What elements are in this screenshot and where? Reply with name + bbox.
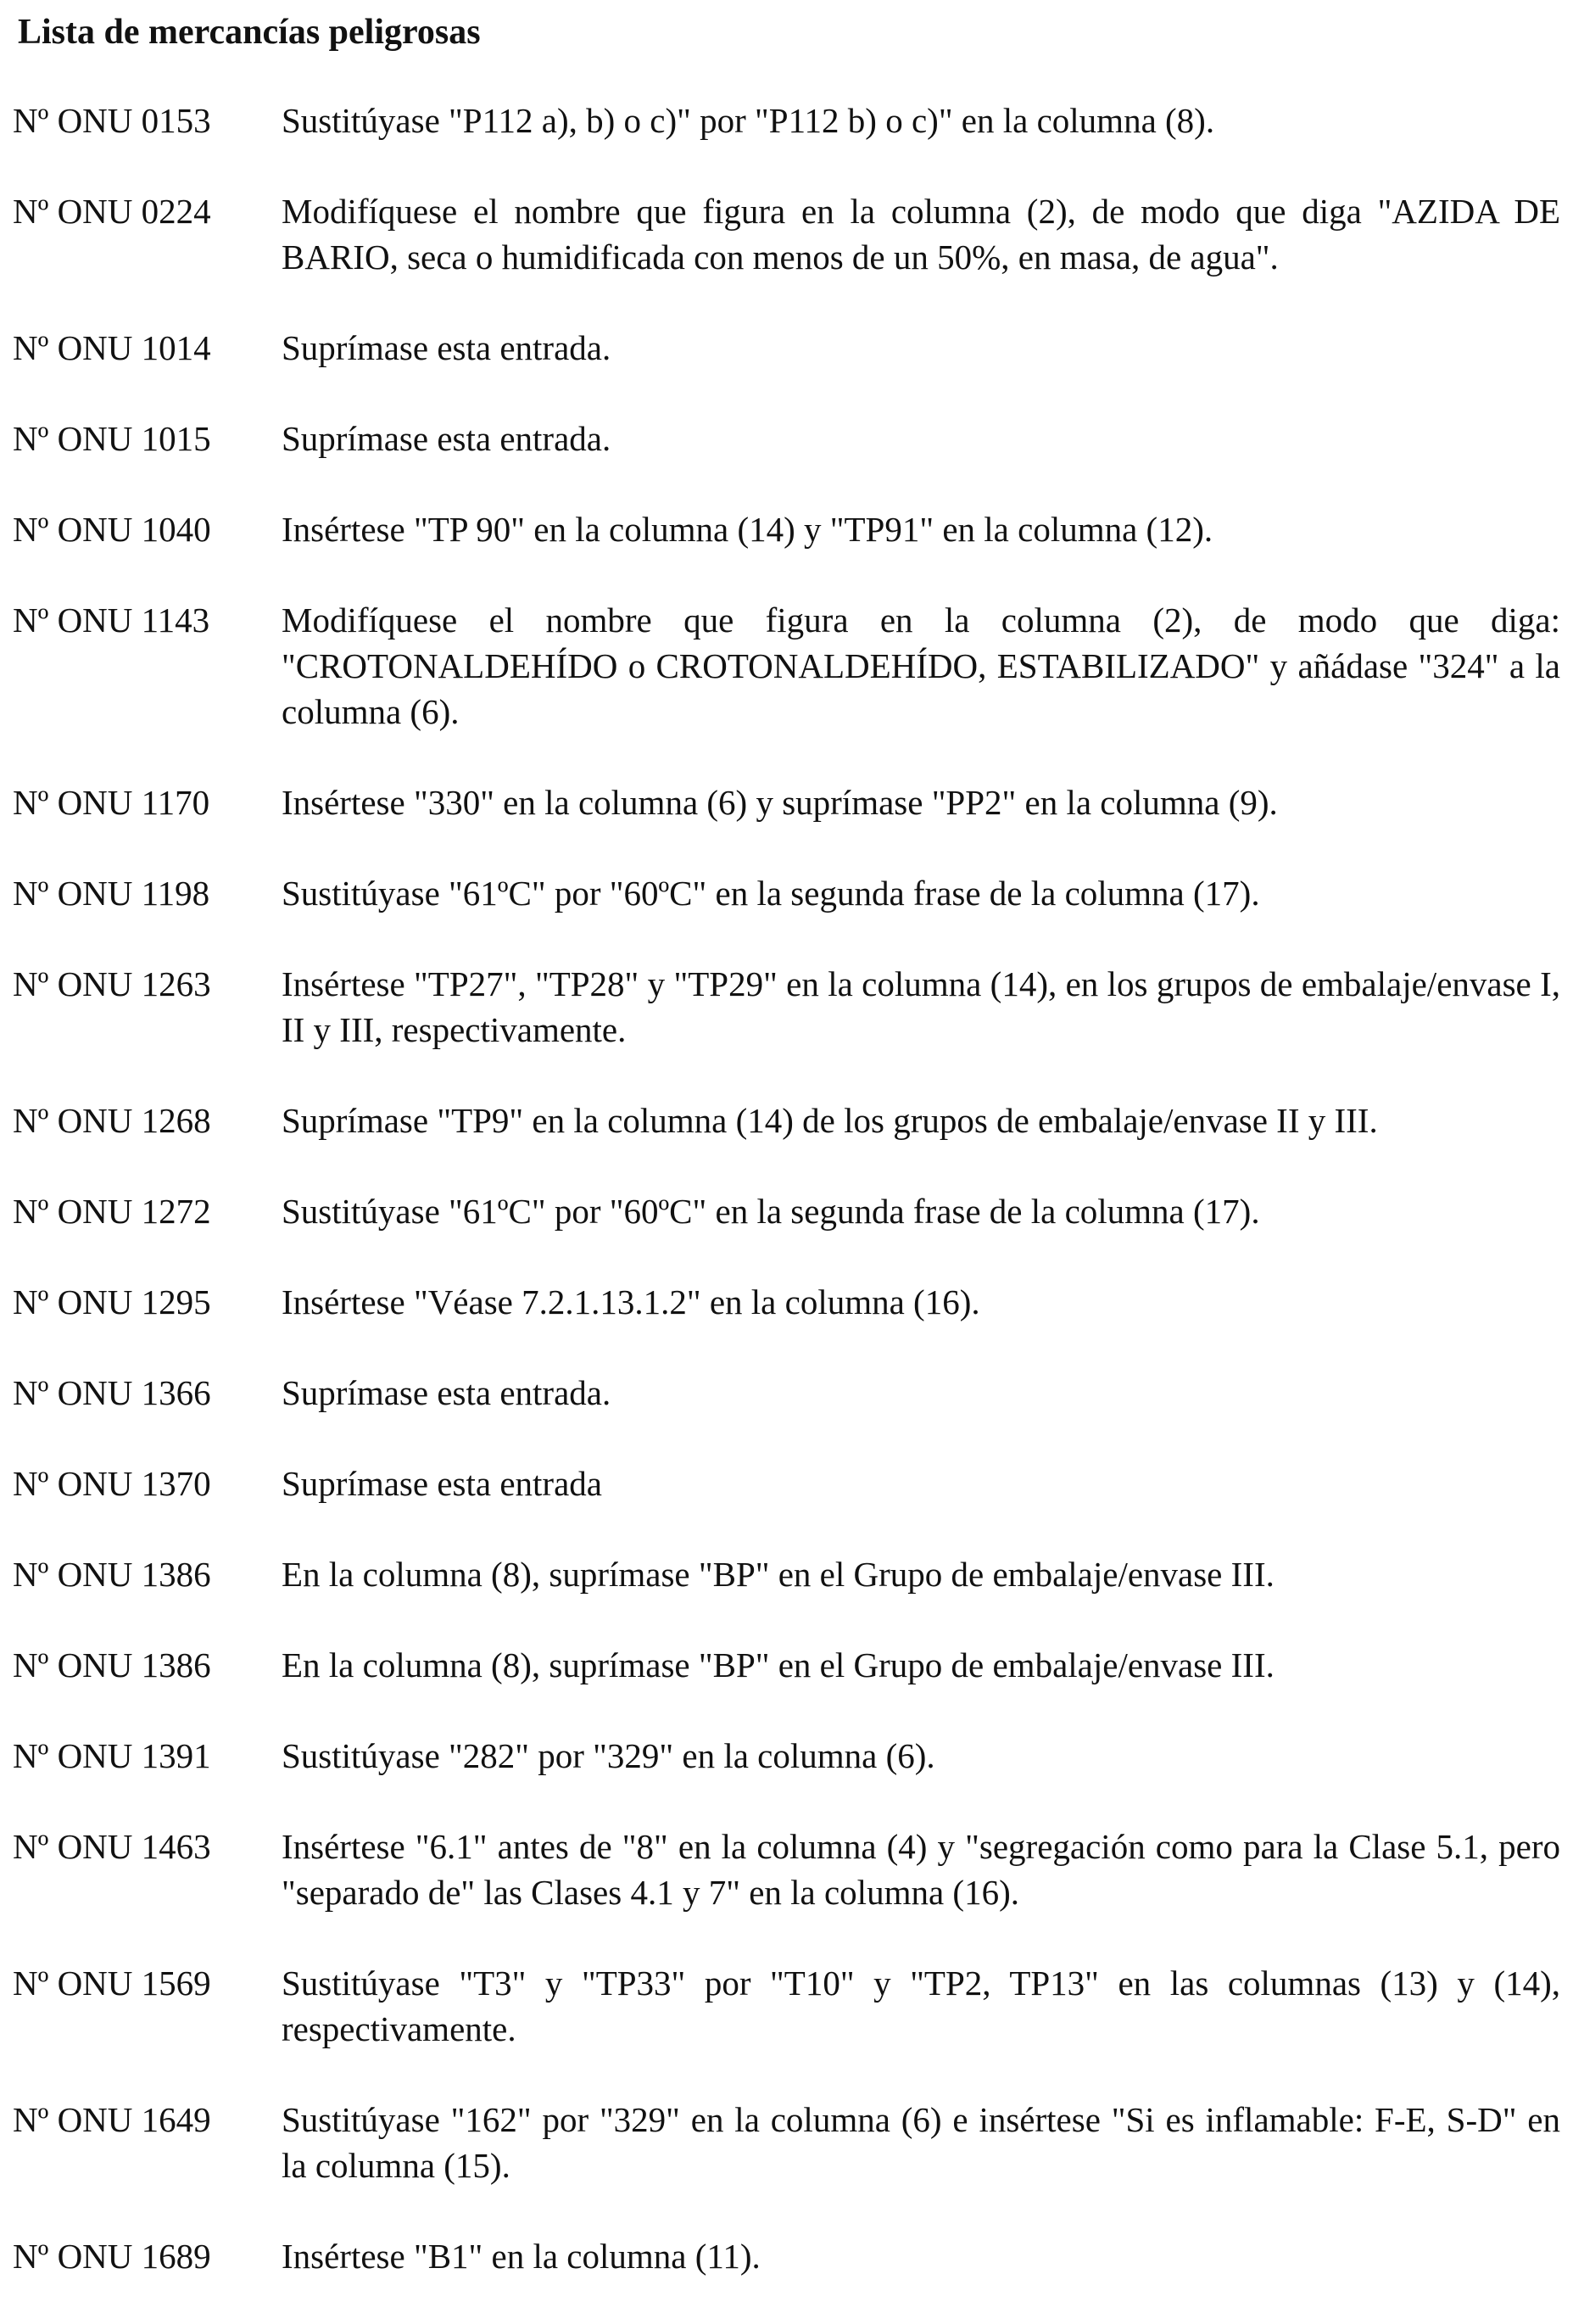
list-item bbox=[13, 1188, 1560, 1234]
amendment-text: Insértese "330" en la columna (6) y suprímase "PP2" en la columna (9). bbox=[282, 783, 1278, 822]
un-number: Nº ONU 1370 bbox=[13, 1464, 211, 1503]
un-number: Nº ONU 1386 bbox=[13, 1645, 211, 1684]
list-item bbox=[13, 506, 1560, 552]
amendment-text: Insértese "B1" en la columna (11). bbox=[282, 2237, 761, 2276]
list-item bbox=[13, 2233, 1560, 2279]
un-number: Nº ONU 1391 bbox=[13, 1736, 211, 1775]
list-item bbox=[13, 870, 1560, 916]
list-item bbox=[13, 416, 1560, 461]
un-number: Nº ONU 1263 bbox=[13, 964, 211, 1003]
un-number: Nº ONU 1463 bbox=[13, 1827, 211, 1866]
amendment-text: Modifíquese el nombre que figura en la columna (2), de modo que diga: "CROTONALDEHÍDO o CROTONALDEHÍDO, ESTABILIZADO" y añádase "324" a la columna (6). bbox=[282, 601, 1560, 731]
amendment-text: Sustitúyase "162" por "329" en la columna (6) e insértese "Si es inflamable: F-E, S-D" en la columna (15). bbox=[282, 2100, 1560, 2185]
list-item bbox=[13, 1824, 1560, 1915]
amendment-text: Sustitúyase "P112 a), b) o c)" por "P112 b) o c)" en la columna (8). bbox=[282, 101, 1215, 140]
entry-list bbox=[13, 98, 1560, 2324]
un-number: Nº ONU 1689 bbox=[13, 2237, 211, 2276]
un-number: Nº ONU 1272 bbox=[13, 1192, 211, 1231]
un-number: Nº ONU 1015 bbox=[13, 419, 211, 458]
un-number: Nº ONU 0153 bbox=[13, 101, 211, 140]
list-item bbox=[13, 1461, 1560, 1506]
amendment-text: Insértese "TP 90" en la columna (14) y "TP91" en la columna (12). bbox=[282, 510, 1213, 549]
un-number: Nº ONU 1569 bbox=[13, 1964, 211, 2003]
amendment-text: Insértese "6.1" antes de "8" en la columna (4) y "segregación como para la Clase 5.1, pero "separado de" las Clases 4.1 y 7" en la columna (16). bbox=[282, 1827, 1560, 1912]
list-item bbox=[13, 1733, 1560, 1779]
un-number: Nº ONU 1268 bbox=[13, 1101, 211, 1140]
amendment-text: Modifíquese el nombre que figura en la columna (2), de modo que diga "AZIDA DE BARIO, seca o humidificada con menos de un 50%, en masa, de agua". bbox=[282, 192, 1560, 277]
amendment-text: Sustitúyase "61ºC" por "60ºC" en la segunda frase de la columna (17). bbox=[282, 1192, 1260, 1231]
list-item bbox=[13, 779, 1560, 825]
list-item bbox=[13, 1551, 1560, 1597]
amendment-text: Suprímase esta entrada. bbox=[282, 1373, 611, 1412]
un-number: Nº ONU 1170 bbox=[13, 783, 210, 822]
amendment-text: Suprímase esta entrada. bbox=[282, 419, 611, 458]
list-item bbox=[13, 1098, 1560, 1143]
un-number: Nº ONU 1040 bbox=[13, 510, 211, 549]
list-item bbox=[13, 597, 1560, 735]
un-number: Nº ONU 1143 bbox=[13, 601, 210, 640]
amendment-text: Sustitúyase "T3" y "TP33" por "T10" y "TP2, TP13" en las columnas (13) y (14), respectivamente. bbox=[282, 1964, 1560, 2048]
amendment-text: Sustitúyase "61ºC" por "60ºC" en la segunda frase de la columna (17). bbox=[282, 874, 1260, 913]
amendment-text: Sustitúyase "282" por "329" en la columna (6). bbox=[282, 1736, 935, 1775]
amendment-text: Suprímase esta entrada. bbox=[282, 328, 611, 367]
list-item bbox=[13, 2097, 1560, 2188]
un-number: Nº ONU 1366 bbox=[13, 1373, 211, 1412]
un-number: Nº ONU 1014 bbox=[13, 328, 211, 367]
un-number: Nº ONU 1649 bbox=[13, 2100, 211, 2139]
list-item bbox=[13, 98, 1560, 143]
list-item bbox=[13, 188, 1560, 280]
list-item bbox=[13, 1642, 1560, 1688]
list-item bbox=[13, 1370, 1560, 1416]
list-item bbox=[13, 1279, 1560, 1325]
un-number: Nº ONU 1386 bbox=[13, 1555, 211, 1594]
un-number: Nº ONU 1198 bbox=[13, 874, 210, 913]
un-number: Nº ONU 1295 bbox=[13, 1282, 211, 1321]
amendment-text: Insértese "TP27", "TP28" y "TP29" en la columna (14), en los grupos de embalaje/envase I, II y III, respectivamente. bbox=[282, 964, 1560, 1049]
list-item bbox=[13, 1960, 1560, 2052]
amendment-text: Insértese "Véase 7.2.1.13.1.2" en la columna (16). bbox=[282, 1282, 980, 1321]
amendment-text: Suprímase "TP9" en la columna (14) de los grupos de embalaje/envase II y III. bbox=[282, 1101, 1378, 1140]
page-title: Lista de mercancías peligrosas bbox=[18, 13, 481, 52]
amendment-text: En la columna (8), suprímase "BP" en el Grupo de embalaje/envase III. bbox=[282, 1555, 1275, 1594]
un-number: Nº ONU 0224 bbox=[13, 192, 211, 231]
amendment-text: En la columna (8), suprímase "BP" en el Grupo de embalaje/envase III. bbox=[282, 1645, 1275, 1684]
list-item bbox=[13, 325, 1560, 371]
list-item bbox=[13, 961, 1560, 1053]
amendment-text: Suprímase esta entrada bbox=[282, 1464, 602, 1503]
